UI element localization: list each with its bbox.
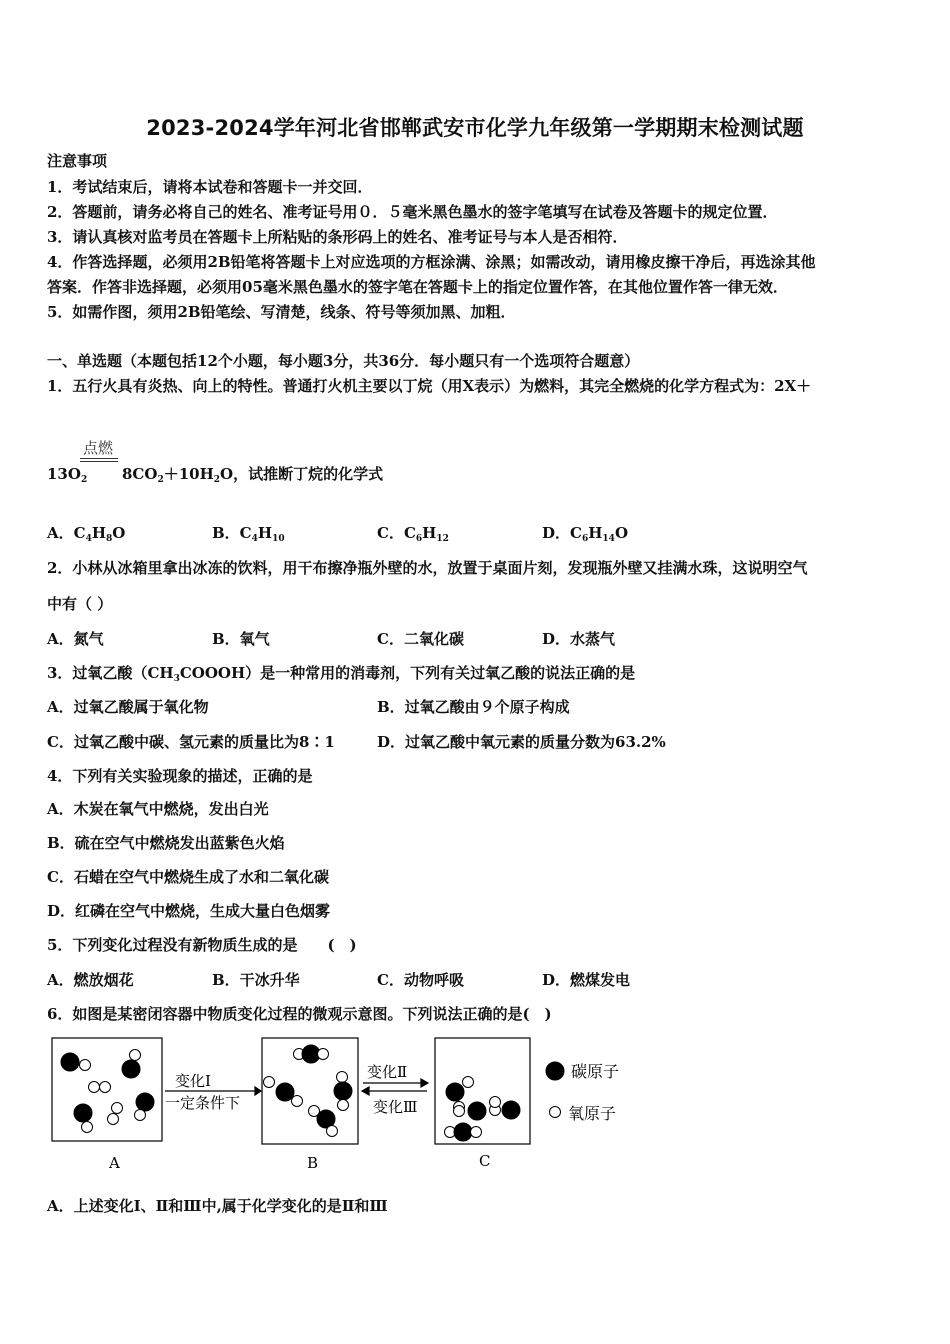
legend-oxygen-label: 氧原子 [568, 1104, 617, 1123]
box-b-label: B [307, 1154, 319, 1172]
q4-option-d[interactable]: D．红磷在空气中燃烧，生成大量白色烟雾 [47, 902, 331, 920]
q1-option-d[interactable]: D．$C_6H_{14}O$ [542, 524, 629, 544]
arrow2-label-bottom: 变化Ⅲ [373, 1098, 418, 1116]
carbon-legend-icon [546, 1062, 564, 1080]
q4-option-c[interactable]: C．石蜡在空气中燃烧生成了水和二氧化碳 [47, 868, 329, 886]
q1-stem: 1．五行火具有炎热、向上的特性。普通打火机主要以丁烷（用X表示）为燃料，其完全燃烧的化学方程式为：2X＋ [47, 377, 812, 395]
arrow1-label-bottom: 一定条件下 [165, 1094, 241, 1112]
notice-item-4-cont: 答案．作答非选择题，必须用05毫米黑色墨水的签字笔在答题卡上的指定位置作答，在其他位置作答一律无效． [47, 278, 788, 296]
q5-option-d[interactable]: D．燃煤发电 [542, 971, 631, 989]
q5-option-b[interactable]: B．干冰升华 [212, 971, 300, 989]
q5-option-a[interactable]: A．燃放烟花 [47, 971, 134, 989]
q1-eq-left: $13O_2$ [47, 465, 88, 485]
legend-carbon-label: 碳原子 [571, 1062, 620, 1081]
arrow2-label-top: 变化Ⅱ [367, 1063, 408, 1081]
section-heading: 一、单选题（本题包括12个小题，每小题3分，共36分．每小题只有一个选项符合题意） [47, 352, 640, 370]
q1-option-b[interactable]: B．$C_4H_{10}$ [212, 524, 285, 544]
q6-option-a[interactable]: A．上述变化Ⅰ、Ⅱ和Ⅲ中,属于化学变化的是Ⅱ和Ⅲ [47, 1197, 388, 1215]
notice-item-4: 4．作答选择题，必须用2B铅笔将答题卡上对应选项的方框涂满、涂黑；如需改动，请用橡皮擦干净后，再选涂其他 [47, 253, 816, 271]
notice-heading: 注意事项 [47, 152, 108, 170]
q3-option-a[interactable]: A．过氧乙酸属于氧化物 [47, 698, 209, 716]
q1-option-a[interactable]: A．$C_4H_8O$ [47, 524, 126, 544]
q4-option-a[interactable]: A．木炭在氧气中燃烧，发出白光 [47, 800, 269, 818]
q3-option-c[interactable]: C．过氧乙酸中碳、氢元素的质量比为8∶1 [47, 733, 335, 751]
q1-option-c[interactable]: C．$C_6H_{12}$ [377, 524, 449, 544]
q1-eq-bar [80, 458, 118, 459]
q3-option-d[interactable]: D．过氧乙酸中氧元素的质量分数为63.2% [377, 733, 666, 751]
oxygen-legend-icon [550, 1107, 561, 1118]
q4-stem: 4．下列有关实验现象的描述，正确的是 [47, 767, 313, 785]
q1-eq-bar [80, 461, 118, 462]
q1-eq-right: $8CO_2+10H_2O$，试推断丁烷的化学式 [122, 465, 384, 485]
exam-title: 2023-2024学年河北省邯郸武安市化学九年级第一学期期末检测试题 [146, 116, 804, 140]
box-a-label: A [109, 1154, 120, 1172]
notice-item-2: 2．答题前，请务必将自己的姓名、准考证号用０．５毫米黑色墨水的签字笔填写在试卷及答题卡的规定位置． [47, 203, 778, 221]
notice-item-1: 1．考试结束后，请将本试卷和答题卡一并交回． [47, 178, 373, 196]
q5-stem: 5．下列变化过程没有新物质生成的是 ( ) [47, 936, 357, 954]
q2-stem-cont: 中有（ ） [47, 595, 113, 613]
q3-option-b[interactable]: B．过氧乙酸由９个原子构成 [377, 698, 570, 716]
q2-option-c[interactable]: C．二氧化碳 [377, 630, 464, 648]
q2-option-b[interactable]: B．氧气 [212, 630, 270, 648]
q5-option-c[interactable]: C．动物呼吸 [377, 971, 464, 989]
notice-item-3: 3．请认真核对监考员在答题卡上所粘贴的条形码上的姓名、准考证号与本人是否相符． [47, 228, 628, 246]
q4-option-b[interactable]: B．硫在空气中燃烧发出蓝紫色火焰 [47, 834, 285, 852]
q6-stem: 6．如图是某密闭容器中物质变化过程的微观示意图。下列说法正确的是( ) [47, 1005, 552, 1023]
q1-eq-condition: 点燃 [83, 439, 114, 457]
box-c-label: C [479, 1152, 491, 1170]
notice-item-5: 5．如需作图，须用2B铅笔绘、写清楚，线条、符号等须加黑、加粗． [47, 303, 516, 321]
q2-stem: 2．小林从冰箱里拿出冰冻的饮料，用干布擦净瓶外壁的水，放置于桌面片刻，发现瓶外壁又挂满水珠，这说明空气 [47, 559, 808, 577]
q2-option-a[interactable]: A．氮气 [47, 630, 104, 648]
q2-option-d[interactable]: D．水蒸气 [542, 630, 616, 648]
arrow1-label-top: 变化Ⅰ [175, 1072, 211, 1090]
q3-stem: 3．过氧乙酸$(CH_3COOOH)$是一种常用的消毒剂，下列有关过氧乙酸的说法正确的是 [47, 664, 636, 684]
q6-molecule-diagram [45, 1035, 645, 1180]
